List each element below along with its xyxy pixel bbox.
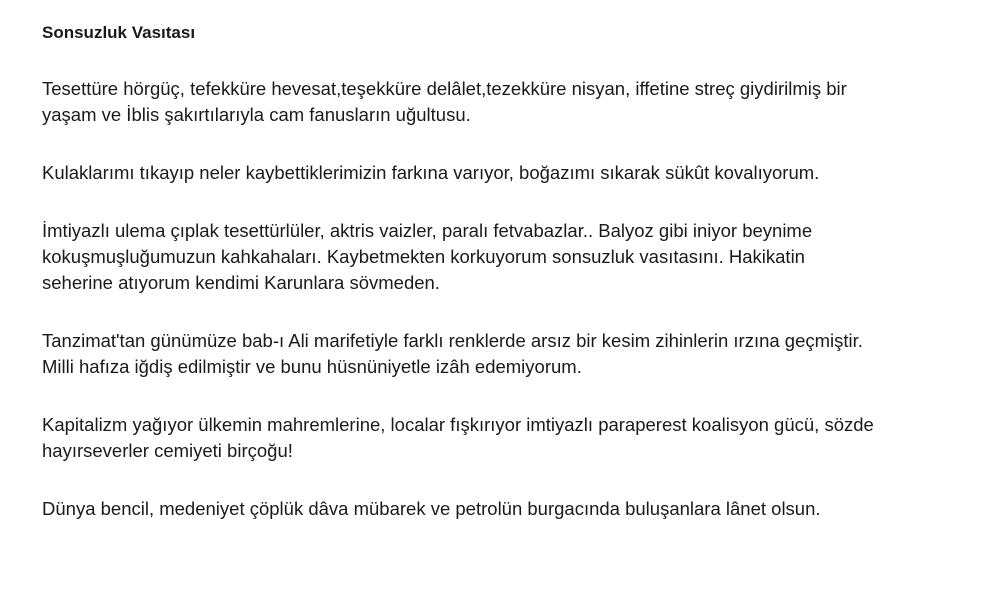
document-title: Sonsuzluk Vasıtası (42, 23, 196, 42)
spacer (42, 128, 982, 160)
paragraph-3 (42, 218, 982, 296)
paragraph-6 (42, 496, 982, 522)
paragraph-4 (42, 328, 982, 380)
spacer (42, 186, 982, 218)
paragraph-line: Kulaklarımı tıkayıp neler kaybettiklerimizin farkına varıyor, boğazımı sıkarak sükût kovalıyorum. (42, 162, 820, 183)
spacer (42, 296, 982, 328)
paragraph-1 (42, 76, 982, 128)
paragraph-line: hayırseverler cemiyeti birçoğu! (42, 440, 293, 461)
paragraph-line: Milli hafıza iğdiş edilmiştir ve bunu hüsnüniyetle izâh edemiyorum. (42, 356, 582, 377)
paragraph-line: İmtiyazlı ulema çıplak tesettürlüler, aktris vaizler, paralı fetvabazlar.. Balyoz gibi iniyor beynime (42, 220, 813, 241)
paragraph-5 (42, 412, 982, 464)
spacer (42, 464, 982, 496)
paragraph-line: Kapitalizm yağıyor ülkemin mahremlerine, localar fışkırıyor imtiyazlı paraperest koalisyon gücü, sözde (42, 414, 874, 435)
paragraph-2 (42, 160, 982, 186)
paragraph-line: kokuşmuşluğumuzun kahkahaları. Kaybetmekten korkuyorum sonsuzluk vasıtasını. Hakikatin (42, 246, 805, 267)
document-page (42, 20, 982, 522)
paragraph-line: Dünya bencil, medeniyet çöplük dâva mübarek ve petrolün burgacında buluşanlara lânet olsun. (42, 498, 821, 519)
spacer (42, 46, 982, 76)
paragraph-line: Tanzimat'tan günümüze bab-ı Ali marifetiyle farklı renklerde arsız bir kesim zihinlerin ırzına geçmiştir. (42, 330, 863, 351)
paragraph-line: Tesettüre hörgüç, tefekküre hevesat,teşekküre delâlet,tezekküre nisyan, iffetine streç giydirilmiş bir (42, 78, 847, 99)
paragraph-line: yaşam ve İblis şakırtılarıyla cam fanusların uğultusu. (42, 104, 471, 125)
spacer (42, 380, 982, 412)
paragraph-line: seherine atıyorum kendimi Karunlara sövmeden. (42, 272, 440, 293)
